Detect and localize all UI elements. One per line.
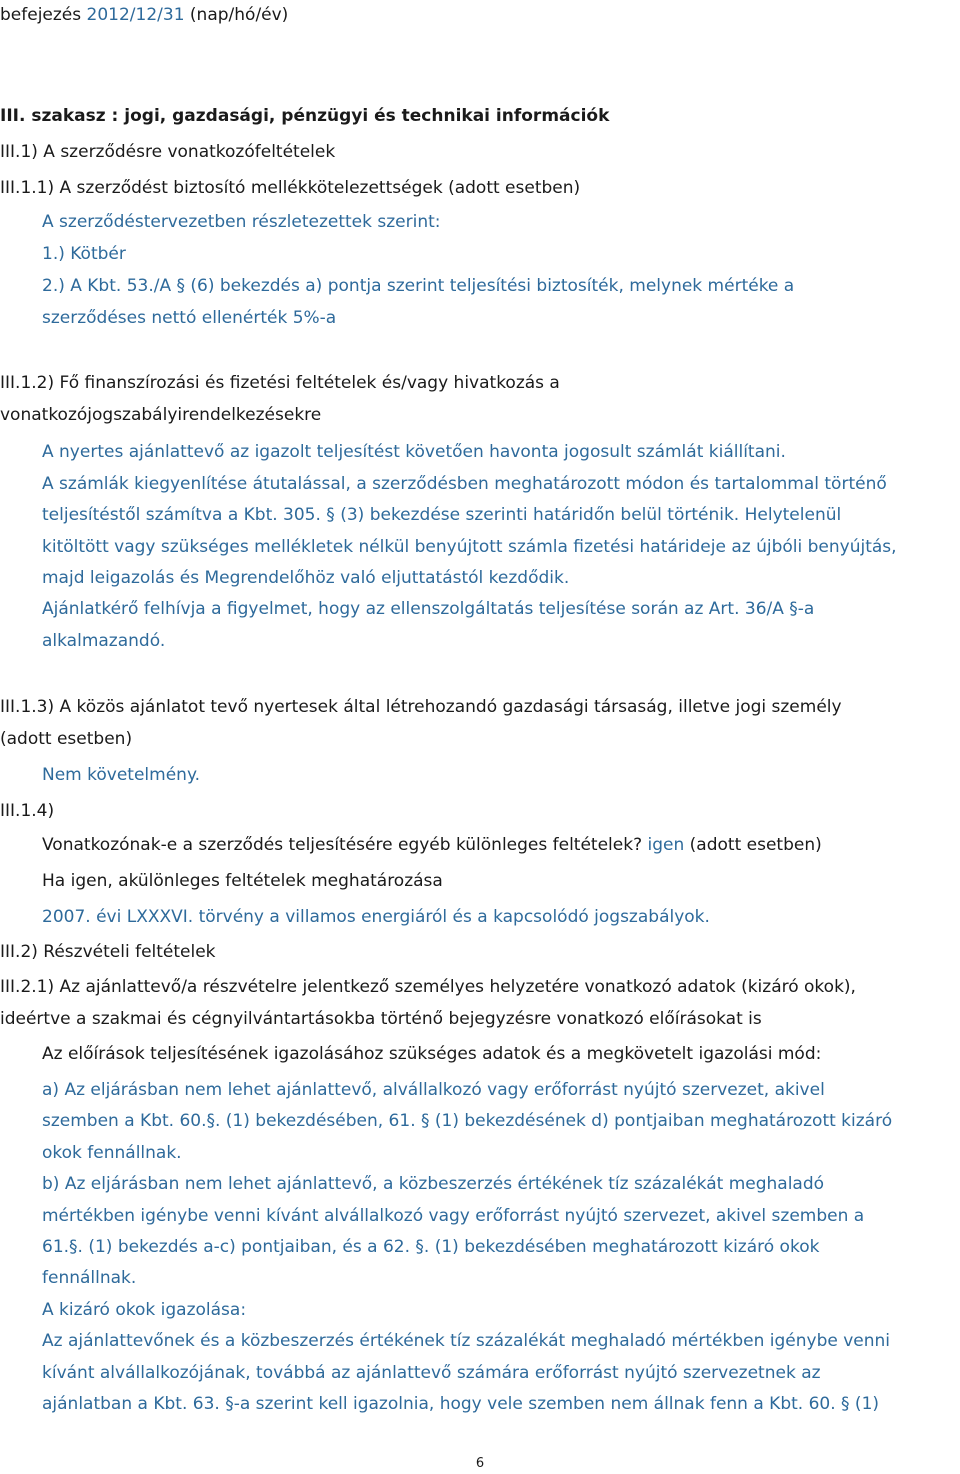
special-conditions-question-line: [42, 834, 822, 856]
heading-3-2-1-cont: ideértve a szakmai és cégnyilvántartásokba történő bejegyzésre vonatkozó előírásokat is: [0, 1009, 762, 1029]
completion-date-value: 2012/12/31: [86, 5, 185, 25]
requirements-label: Az előírások teljesítésének igazolásához szükséges adatok és a megkövetelt igazolási mód:: [42, 1044, 822, 1064]
exclusion-line: b) Az eljárásban nem lehet ajánlattevő, a közbeszerzés értékének tíz százalékát meghaladó: [42, 1174, 825, 1194]
exclusion-line: mértékben igénybe venni kívánt alvállalkozó vagy erőforrást nyújtó szervezet, akivel szemben a: [42, 1206, 865, 1226]
heading-3-1-4: III.1.4): [0, 801, 55, 821]
heading-3-1: III.1) A szerződésre vonatkozófeltételek: [0, 142, 336, 162]
payment-line: kitöltött vagy szükséges mellékletek nélkül benyújtott számla fizetési határideje az újbóli benyújtás,: [42, 537, 897, 557]
heading-3-1-3: III.1.3) A közös ajánlatot tevő nyertesek által létrehozandó gazdasági társaság, illetve jogi személy: [0, 697, 842, 717]
completion-date-label: befejezés: [0, 5, 87, 25]
payment-line: A nyertes ajánlattevő az igazolt teljesítést követően havonta jogosult számlát kiállítani.: [42, 442, 786, 462]
exclusion-line: a) Az eljárásban nem lehet ajánlattevő, alvállalkozó vagy erőforrást nyújtó szervezet, akivel: [42, 1080, 825, 1100]
exclusion-line: kívánt alvállalkozójának, továbbá az ajánlattevő számára erőforrást nyújtó szervezetnek az: [42, 1363, 821, 1383]
exclusion-line: szemben a Kbt. 60.§. (1) bekezdésében, 61. § (1) bekezdésének d) pontjaiban meghatározott kizáró: [42, 1111, 893, 1131]
exclusion-line: 61.§. (1) bekezdés a-c) pontjaiban, és a 62. §. (1) bekezdésében meghatározott kizáró okok: [42, 1237, 820, 1257]
guarantee-line: szerződéses nettó ellenérték 5%-a: [42, 308, 337, 328]
payment-line: A számlák kiegyenlítése átutalással, a szerződésben meghatározott módon és tartalommal történő: [42, 474, 887, 494]
heading-3-1-2-cont: vonatkozójogszabályirendelkezésekre: [0, 405, 322, 425]
heading-3-1-1: III.1.1) A szerződést biztosító mellékkötelezettségek (adott esetben): [0, 178, 581, 198]
exclusion-line: fennállnak.: [42, 1268, 137, 1288]
special-conditions-label: Ha igen, akülönleges feltételek meghatározása: [42, 871, 443, 891]
heading-3-2-1: III.2.1) Az ajánlattevő/a részvételre jelentkező személyes helyzetére vonatkozó adatok (kizáró okok),: [0, 977, 856, 997]
joint-bid-value: Nem követelmény.: [42, 765, 200, 785]
payment-line: alkalmazandó.: [42, 631, 166, 651]
page-number: 6: [475, 1456, 485, 1471]
exclusion-line: ajánlatban a Kbt. 63. §-a szerint kell igazolnia, hogy vele szemben nem állnak fenn a Kbt. 60. § (1): [42, 1394, 880, 1414]
heading-3-1-2: III.1.2) Fő finanszírozási és fizetési feltételek és/vagy hivatkozás a: [0, 373, 560, 393]
exclusion-line: okok fennállnak.: [42, 1143, 182, 1163]
special-conditions-answer: igen: [647, 835, 685, 855]
special-conditions-value: 2007. évi LXXXVI. törvény a villamos energiáról és a kapcsolódó jogszabályok.: [42, 907, 710, 927]
special-conditions-question: Vonatkozónak-e a szerződés teljesítésére egyéb különleges feltételek?: [42, 835, 643, 855]
exclusion-line: A kizáró okok igazolása:: [42, 1300, 247, 1320]
heading-3-2: III.2) Részvételi feltételek: [0, 942, 216, 962]
exclusion-line: Az ajánlattevőnek és a közbeszerzés értékének tíz százalékát meghaladó mértékben igénybe venni: [42, 1331, 891, 1351]
special-conditions-suffix: (adott esetben): [684, 835, 822, 855]
guarantee-line: A szerződéstervezetben részletezettek szerint:: [42, 212, 441, 232]
guarantee-line: 1.) Kötbér: [42, 244, 126, 264]
completion-date-line: [0, 4, 288, 26]
payment-line: teljesítéstől számítva a Kbt. 305. § (3) bekezdése szerinti határidőn belül történik. Helytelenül: [42, 505, 842, 525]
payment-line: majd leigazolás és Megrendelőhöz való eljuttatástól kezdődik.: [42, 568, 570, 588]
payment-line: Ajánlatkérő felhívja a figyelmet, hogy az ellenszolgáltatás teljesítése során az Art. 36/A §-a: [42, 599, 815, 619]
guarantee-line: 2.) A Kbt. 53./A § (6) bekezdés a) pontja szerint teljesítési biztosíték, melynek mértéke a: [42, 276, 795, 296]
completion-date-format: (nap/hó/év): [184, 5, 289, 25]
heading-3-1-3-cont: (adott esetben): [0, 729, 133, 749]
section-3-title: III. szakasz : jogi, gazdasági, pénzügyi és technikai információk: [0, 106, 610, 126]
